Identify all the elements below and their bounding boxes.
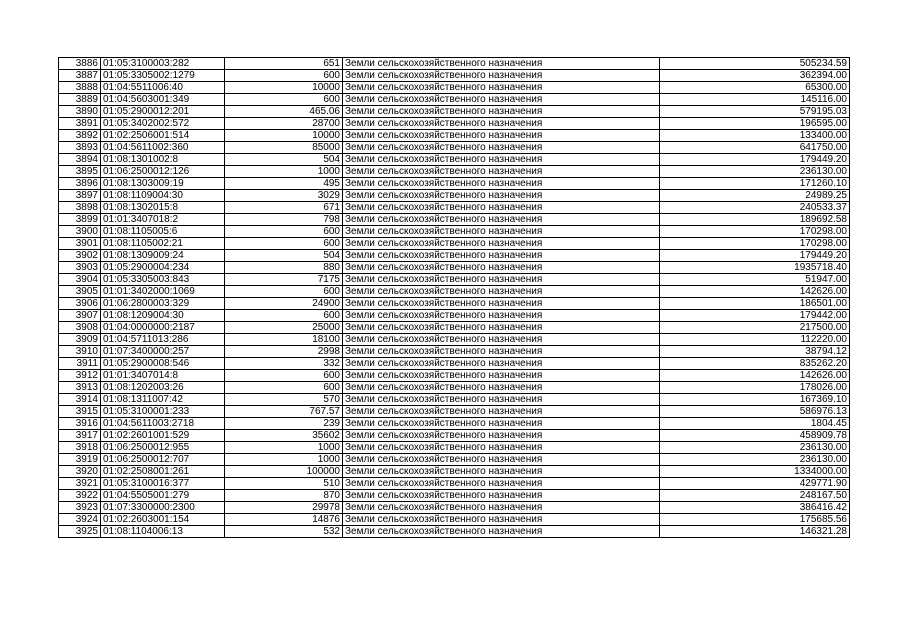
row-number-cell: 3895 bbox=[59, 166, 101, 178]
table-row bbox=[59, 166, 850, 178]
area-cell: 1000 bbox=[225, 166, 343, 178]
land-category-cell: Земли сельскохозяйственного назначения bbox=[343, 298, 660, 310]
row-number-cell: 3920 bbox=[59, 466, 101, 478]
cadastral-value-cell: 65300.00 bbox=[660, 82, 850, 94]
table-row bbox=[59, 286, 850, 298]
area-cell: 600 bbox=[225, 382, 343, 394]
table-row bbox=[59, 502, 850, 514]
land-category-cell: Земли сельскохозяйственного назначения bbox=[343, 418, 660, 430]
cadastral-value-cell: 38794.12 bbox=[660, 346, 850, 358]
land-category-cell: Земли сельскохозяйственного назначения bbox=[343, 154, 660, 166]
row-number-cell: 3915 bbox=[59, 406, 101, 418]
cadastral-number-cell: 01:08:1301002:8 bbox=[101, 154, 225, 166]
table-row bbox=[59, 274, 850, 286]
row-number-cell: 3899 bbox=[59, 214, 101, 226]
table-row bbox=[59, 334, 850, 346]
land-category-cell: Земли сельскохозяйственного назначения bbox=[343, 142, 660, 154]
row-number-cell: 3910 bbox=[59, 346, 101, 358]
row-number-cell: 3887 bbox=[59, 70, 101, 82]
table-row bbox=[59, 94, 850, 106]
area-cell: 600 bbox=[225, 310, 343, 322]
cadastral-value-cell: 1804.45 bbox=[660, 418, 850, 430]
cadastral-number-cell: 01:05:3100016:377 bbox=[101, 478, 225, 490]
table-row bbox=[59, 214, 850, 226]
cadastral-value-cell: 236130.00 bbox=[660, 454, 850, 466]
cadastral-value-cell: 248167.50 bbox=[660, 490, 850, 502]
cadastral-value-cell: 179449.20 bbox=[660, 250, 850, 262]
land-category-cell: Земли сельскохозяйственного назначения bbox=[343, 130, 660, 142]
land-category-cell: Земли сельскохозяйственного назначения bbox=[343, 406, 660, 418]
row-number-cell: 3886 bbox=[59, 58, 101, 70]
table-row bbox=[59, 430, 850, 442]
table-row bbox=[59, 226, 850, 238]
area-cell: 100000 bbox=[225, 466, 343, 478]
row-number-cell: 3924 bbox=[59, 514, 101, 526]
row-number-cell: 3897 bbox=[59, 190, 101, 202]
area-cell: 239 bbox=[225, 418, 343, 430]
table-row bbox=[59, 154, 850, 166]
cadastral-number-cell: 01:02:2603001:154 bbox=[101, 514, 225, 526]
land-category-cell: Земли сельскохозяйственного назначения bbox=[343, 382, 660, 394]
land-category-cell: Земли сельскохозяйственного назначения bbox=[343, 214, 660, 226]
cadastral-number-cell: 01:04:5603001:349 bbox=[101, 94, 225, 106]
table-row bbox=[59, 382, 850, 394]
cadastral-number-cell: 01:05:3100003:282 bbox=[101, 58, 225, 70]
cadastral-number-cell: 01:05:3305002:1279 bbox=[101, 70, 225, 82]
land-category-cell: Земли сельскохозяйственного назначения bbox=[343, 166, 660, 178]
cadastral-value-cell: 179449.20 bbox=[660, 154, 850, 166]
area-cell: 25000 bbox=[225, 322, 343, 334]
area-cell: 465.06 bbox=[225, 106, 343, 118]
cadastral-number-cell: 01:04:5511006:40 bbox=[101, 82, 225, 94]
row-number-cell: 3903 bbox=[59, 262, 101, 274]
land-category-cell: Земли сельскохозяйственного назначения bbox=[343, 82, 660, 94]
row-number-cell: 3914 bbox=[59, 394, 101, 406]
table-row bbox=[59, 490, 850, 502]
table-row bbox=[59, 394, 850, 406]
cadastral-number-cell: 01:04:5611002:360 bbox=[101, 142, 225, 154]
row-number-cell: 3919 bbox=[59, 454, 101, 466]
land-category-cell: Земли сельскохозяйственного назначения bbox=[343, 118, 660, 130]
land-category-cell: Земли сельскохозяйственного назначения bbox=[343, 226, 660, 238]
cadastral-number-cell: 01:06:2500012:707 bbox=[101, 454, 225, 466]
row-number-cell: 3913 bbox=[59, 382, 101, 394]
cadastral-value-cell: 170298.00 bbox=[660, 238, 850, 250]
row-number-cell: 3906 bbox=[59, 298, 101, 310]
cadastral-number-cell: 01:02:2508001:261 bbox=[101, 466, 225, 478]
area-cell: 10000 bbox=[225, 82, 343, 94]
cadastral-number-cell: 01:05:2900008:546 bbox=[101, 358, 225, 370]
table-row bbox=[59, 178, 850, 190]
land-category-cell: Земли сельскохозяйственного назначения bbox=[343, 202, 660, 214]
area-cell: 29978 bbox=[225, 502, 343, 514]
table-row bbox=[59, 346, 850, 358]
table-row bbox=[59, 58, 850, 70]
cadastral-value-cell: 186501.00 bbox=[660, 298, 850, 310]
cadastral-value-cell: 196595.00 bbox=[660, 118, 850, 130]
land-category-cell: Земли сельскохозяйственного назначения bbox=[343, 310, 660, 322]
land-category-cell: Земли сельскохозяйственного назначения bbox=[343, 262, 660, 274]
cadastral-value-cell: 189692.58 bbox=[660, 214, 850, 226]
area-cell: 767.57 bbox=[225, 406, 343, 418]
land-category-cell: Земли сельскохозяйственного назначения bbox=[343, 178, 660, 190]
area-cell: 570 bbox=[225, 394, 343, 406]
cadastral-number-cell: 01:05:2900004:234 bbox=[101, 262, 225, 274]
cadastral-value-cell: 112220.00 bbox=[660, 334, 850, 346]
land-parcel-table bbox=[58, 57, 850, 538]
cadastral-number-cell: 01:05:3402002:572 bbox=[101, 118, 225, 130]
table-row bbox=[59, 454, 850, 466]
cadastral-value-cell: 386416.42 bbox=[660, 502, 850, 514]
table-row bbox=[59, 250, 850, 262]
row-number-cell: 3909 bbox=[59, 334, 101, 346]
area-cell: 798 bbox=[225, 214, 343, 226]
area-cell: 35602 bbox=[225, 430, 343, 442]
area-cell: 671 bbox=[225, 202, 343, 214]
table-row bbox=[59, 70, 850, 82]
table-row bbox=[59, 190, 850, 202]
cadastral-number-cell: 01:01:3407018:2 bbox=[101, 214, 225, 226]
table-row bbox=[59, 298, 850, 310]
land-category-cell: Земли сельскохозяйственного назначения bbox=[343, 454, 660, 466]
row-number-cell: 3917 bbox=[59, 430, 101, 442]
table-row bbox=[59, 310, 850, 322]
cadastral-number-cell: 01:08:1104006:13 bbox=[101, 526, 225, 538]
land-category-cell: Земли сельскохозяйственного назначения bbox=[343, 250, 660, 262]
land-category-cell: Земли сельскохозяйственного назначения bbox=[343, 430, 660, 442]
land-category-cell: Земли сельскохозяйственного назначения bbox=[343, 70, 660, 82]
cadastral-number-cell: 01:04:5505001:279 bbox=[101, 490, 225, 502]
area-cell: 880 bbox=[225, 262, 343, 274]
cadastral-value-cell: 1935718.40 bbox=[660, 262, 850, 274]
cadastral-number-cell: 01:02:2601001:529 bbox=[101, 430, 225, 442]
cadastral-value-cell: 142626.00 bbox=[660, 286, 850, 298]
cadastral-number-cell: 01:07:3300000:2300 bbox=[101, 502, 225, 514]
row-number-cell: 3911 bbox=[59, 358, 101, 370]
area-cell: 85000 bbox=[225, 142, 343, 154]
row-number-cell: 3904 bbox=[59, 274, 101, 286]
cadastral-number-cell: 01:08:1311007:42 bbox=[101, 394, 225, 406]
row-number-cell: 3921 bbox=[59, 478, 101, 490]
cadastral-value-cell: 179442.00 bbox=[660, 310, 850, 322]
land-category-cell: Земли сельскохозяйственного назначения bbox=[343, 442, 660, 454]
cadastral-value-cell: 1334000.00 bbox=[660, 466, 850, 478]
cadastral-number-cell: 01:07:3400000:257 bbox=[101, 346, 225, 358]
area-cell: 3029 bbox=[225, 190, 343, 202]
cadastral-number-cell: 01:08:1302015:8 bbox=[101, 202, 225, 214]
land-category-cell: Земли сельскохозяйственного назначения bbox=[343, 106, 660, 118]
cadastral-value-cell: 167369.10 bbox=[660, 394, 850, 406]
cadastral-number-cell: 01:01:3402000:1069 bbox=[101, 286, 225, 298]
area-cell: 10000 bbox=[225, 130, 343, 142]
table-row bbox=[59, 358, 850, 370]
table-row bbox=[59, 106, 850, 118]
area-cell: 870 bbox=[225, 490, 343, 502]
land-category-cell: Земли сельскохозяйственного назначения bbox=[343, 370, 660, 382]
cadastral-number-cell: 01:04:5711013:286 bbox=[101, 334, 225, 346]
area-cell: 600 bbox=[225, 70, 343, 82]
area-cell: 504 bbox=[225, 250, 343, 262]
cadastral-value-cell: 171260.10 bbox=[660, 178, 850, 190]
cadastral-value-cell: 133400.00 bbox=[660, 130, 850, 142]
table-row bbox=[59, 514, 850, 526]
area-cell: 24900 bbox=[225, 298, 343, 310]
cadastral-number-cell: 01:06:2500012:955 bbox=[101, 442, 225, 454]
cadastral-value-cell: 236130.00 bbox=[660, 442, 850, 454]
land-category-cell: Земли сельскохозяйственного назначения bbox=[343, 466, 660, 478]
cadastral-value-cell: 24989.25 bbox=[660, 190, 850, 202]
area-cell: 510 bbox=[225, 478, 343, 490]
row-number-cell: 3900 bbox=[59, 226, 101, 238]
row-number-cell: 3898 bbox=[59, 202, 101, 214]
cadastral-value-cell: 458909.78 bbox=[660, 430, 850, 442]
area-cell: 7175 bbox=[225, 274, 343, 286]
row-number-cell: 3922 bbox=[59, 490, 101, 502]
table-row bbox=[59, 262, 850, 274]
area-cell: 2998 bbox=[225, 346, 343, 358]
row-number-cell: 3916 bbox=[59, 418, 101, 430]
table-row bbox=[59, 442, 850, 454]
table-row bbox=[59, 118, 850, 130]
area-cell: 600 bbox=[225, 94, 343, 106]
land-category-cell: Земли сельскохозяйственного назначения bbox=[343, 58, 660, 70]
area-cell: 18100 bbox=[225, 334, 343, 346]
row-number-cell: 3890 bbox=[59, 106, 101, 118]
table-row bbox=[59, 202, 850, 214]
row-number-cell: 3901 bbox=[59, 238, 101, 250]
area-cell: 28700 bbox=[225, 118, 343, 130]
cadastral-value-cell: 145116.00 bbox=[660, 94, 850, 106]
cadastral-value-cell: 835262.20 bbox=[660, 358, 850, 370]
area-cell: 532 bbox=[225, 526, 343, 538]
cadastral-value-cell: 240533.37 bbox=[660, 202, 850, 214]
table-row bbox=[59, 238, 850, 250]
cadastral-number-cell: 01:04:0000000:2187 bbox=[101, 322, 225, 334]
area-cell: 1000 bbox=[225, 454, 343, 466]
area-cell: 495 bbox=[225, 178, 343, 190]
cadastral-number-cell: 01:08:1105005:6 bbox=[101, 226, 225, 238]
cadastral-number-cell: 01:08:1105002:21 bbox=[101, 238, 225, 250]
land-category-cell: Земли сельскохозяйственного назначения bbox=[343, 358, 660, 370]
cadastral-number-cell: 01:04:5611003:2718 bbox=[101, 418, 225, 430]
cadastral-number-cell: 01:05:3305003:843 bbox=[101, 274, 225, 286]
table-row bbox=[59, 322, 850, 334]
cadastral-number-cell: 01:02:2506001:514 bbox=[101, 130, 225, 142]
cadastral-value-cell: 170298.00 bbox=[660, 226, 850, 238]
cadastral-value-cell: 217500.00 bbox=[660, 322, 850, 334]
row-number-cell: 3892 bbox=[59, 130, 101, 142]
cadastral-value-cell: 146321.28 bbox=[660, 526, 850, 538]
area-cell: 600 bbox=[225, 226, 343, 238]
row-number-cell: 3896 bbox=[59, 178, 101, 190]
land-category-cell: Земли сельскохозяйственного назначения bbox=[343, 514, 660, 526]
cadastral-number-cell: 01:08:1109004:30 bbox=[101, 190, 225, 202]
land-category-cell: Земли сельскохозяйственного назначения bbox=[343, 334, 660, 346]
row-number-cell: 3918 bbox=[59, 442, 101, 454]
cadastral-value-cell: 579195.03 bbox=[660, 106, 850, 118]
area-cell: 14876 bbox=[225, 514, 343, 526]
area-cell: 332 bbox=[225, 358, 343, 370]
cadastral-value-cell: 175685.56 bbox=[660, 514, 850, 526]
land-category-cell: Земли сельскохозяйственного назначения bbox=[343, 322, 660, 334]
row-number-cell: 3902 bbox=[59, 250, 101, 262]
table-row bbox=[59, 418, 850, 430]
cadastral-value-cell: 362394.00 bbox=[660, 70, 850, 82]
cadastral-value-cell: 429771.90 bbox=[660, 478, 850, 490]
table-row bbox=[59, 406, 850, 418]
row-number-cell: 3925 bbox=[59, 526, 101, 538]
area-cell: 651 bbox=[225, 58, 343, 70]
row-number-cell: 3893 bbox=[59, 142, 101, 154]
cadastral-value-cell: 51947.00 bbox=[660, 274, 850, 286]
row-number-cell: 3894 bbox=[59, 154, 101, 166]
row-number-cell: 3908 bbox=[59, 322, 101, 334]
land-category-cell: Земли сельскохозяйственного назначения bbox=[343, 346, 660, 358]
cadastral-number-cell: 01:08:1303009:19 bbox=[101, 178, 225, 190]
row-number-cell: 3889 bbox=[59, 94, 101, 106]
row-number-cell: 3888 bbox=[59, 82, 101, 94]
area-cell: 600 bbox=[225, 238, 343, 250]
land-category-cell: Земли сельскохозяйственного назначения bbox=[343, 394, 660, 406]
cadastral-number-cell: 01:05:2900012:201 bbox=[101, 106, 225, 118]
cadastral-value-cell: 178026.00 bbox=[660, 382, 850, 394]
cadastral-number-cell: 01:08:1202003:26 bbox=[101, 382, 225, 394]
land-category-cell: Земли сельскохозяйственного назначения bbox=[343, 526, 660, 538]
row-number-cell: 3923 bbox=[59, 502, 101, 514]
land-category-cell: Земли сельскохозяйственного назначения bbox=[343, 94, 660, 106]
table-row bbox=[59, 478, 850, 490]
land-category-cell: Земли сельскохозяйственного назначения bbox=[343, 274, 660, 286]
cadastral-number-cell: 01:05:3100001:233 bbox=[101, 406, 225, 418]
table-row bbox=[59, 82, 850, 94]
land-category-cell: Земли сельскохозяйственного назначения bbox=[343, 502, 660, 514]
row-number-cell: 3891 bbox=[59, 118, 101, 130]
cadastral-number-cell: 01:06:2500012:126 bbox=[101, 166, 225, 178]
area-cell: 600 bbox=[225, 286, 343, 298]
table-row bbox=[59, 466, 850, 478]
land-category-cell: Земли сельскохозяйственного назначения bbox=[343, 478, 660, 490]
land-category-cell: Земли сельскохозяйственного назначения bbox=[343, 238, 660, 250]
row-number-cell: 3912 bbox=[59, 370, 101, 382]
land-category-cell: Земли сельскохозяйственного назначения bbox=[343, 490, 660, 502]
cadastral-value-cell: 505234.59 bbox=[660, 58, 850, 70]
cadastral-value-cell: 236130.00 bbox=[660, 166, 850, 178]
cadastral-value-cell: 142626.00 bbox=[660, 370, 850, 382]
area-cell: 600 bbox=[225, 370, 343, 382]
row-number-cell: 3907 bbox=[59, 310, 101, 322]
cadastral-number-cell: 01:06:2800003:329 bbox=[101, 298, 225, 310]
row-number-cell: 3905 bbox=[59, 286, 101, 298]
cadastral-number-cell: 01:08:1309009:24 bbox=[101, 250, 225, 262]
cadastral-number-cell: 01:08:1209004:30 bbox=[101, 310, 225, 322]
cadastral-value-cell: 641750.00 bbox=[660, 142, 850, 154]
table-row bbox=[59, 130, 850, 142]
area-cell: 504 bbox=[225, 154, 343, 166]
land-category-cell: Земли сельскохозяйственного назначения bbox=[343, 190, 660, 202]
table-row bbox=[59, 142, 850, 154]
land-category-cell: Земли сельскохозяйственного назначения bbox=[343, 286, 660, 298]
area-cell: 1000 bbox=[225, 442, 343, 454]
cadastral-number-cell: 01:01:3407014:8 bbox=[101, 370, 225, 382]
table-body bbox=[59, 58, 850, 538]
cadastral-value-cell: 586976.13 bbox=[660, 406, 850, 418]
table-row bbox=[59, 370, 850, 382]
table-row bbox=[59, 526, 850, 538]
